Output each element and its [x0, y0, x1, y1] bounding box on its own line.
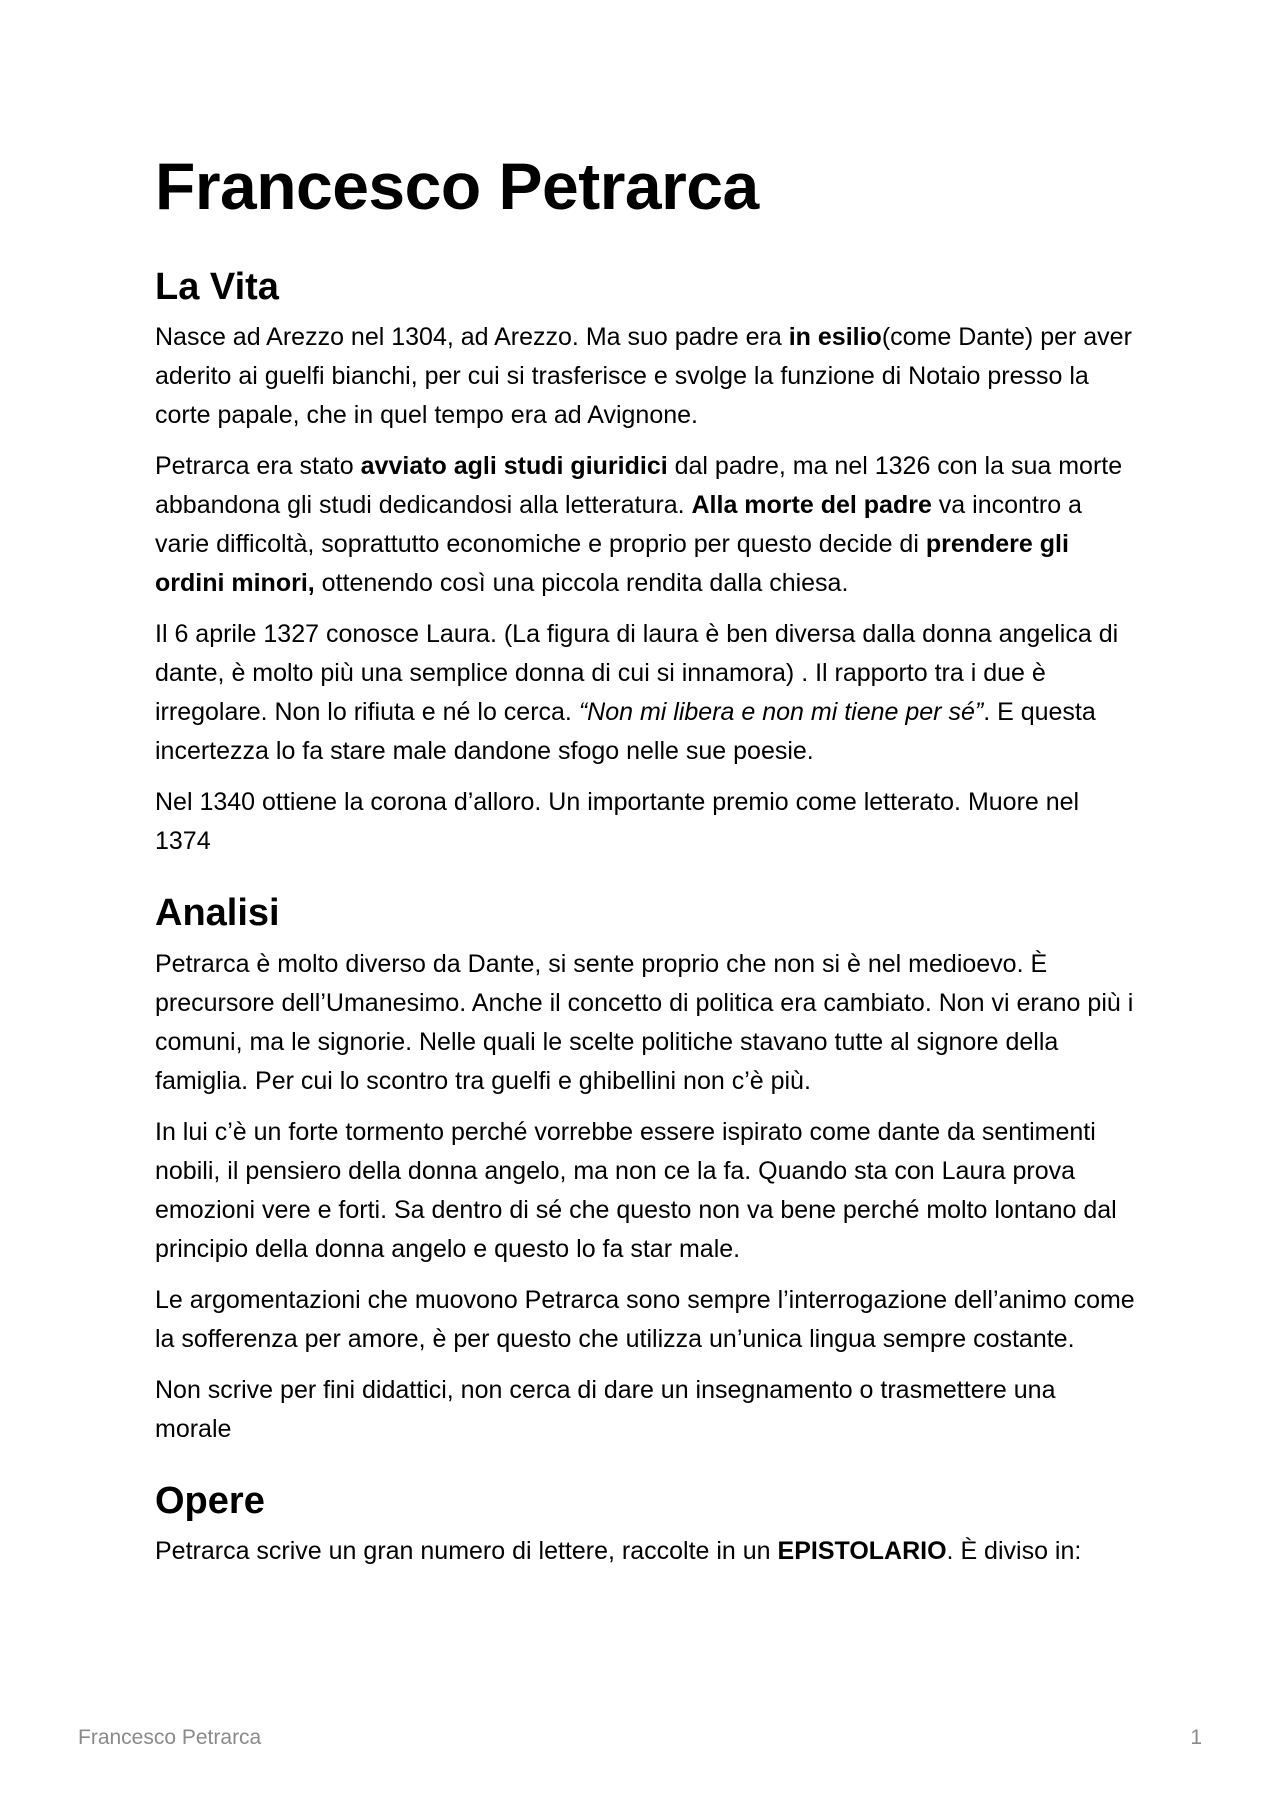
paragraph: Nel 1340 ottiene la corona d’alloro. Un importante premio come letterato. Muore nel 1374: [155, 788, 1080, 856]
document-page: [155, 150, 1135, 1571]
footer-title: Francesco Petrarca: [78, 1726, 262, 1749]
paragraph: Il 6 aprile 1327 conosce Laura. (La figura di laura è ben diversa dalla donna angelica di dante, è molto più una semplice donna di cui si innamora) . Il rapporto tra i due è irregolare. Non lo rifiuta e né lo cerca. “Non mi libera e non mi tiene per sé”. E questa incertezza lo fa stare male dandone sfogo nelle sue poesie.: [155, 620, 1119, 766]
paragraph: Le argomentazioni che muovono Petrarca sono sempre l’interrogazione dell’animo come la sofferenza per amore, è per questo che utilizza un’unica lingua sempre costante.: [155, 1285, 1135, 1353]
page-title: Francesco Petrarca: [155, 149, 759, 223]
section-heading-vita: La Vita: [155, 265, 279, 308]
paragraph: In lui c’è un forte tormento perché vorrebbe essere ispirato come dante da sentimenti nobili, il pensiero della donna angelo, ma non ce la fa. Quando sta con Laura prova emozioni vere e forti. Sa dentro di sé che questo non va bene perché molto lontano dal principio della donna angelo e questo lo fa star male.: [155, 1117, 1117, 1263]
section-heading-analisi: Analisi: [155, 892, 280, 935]
paragraph: Petrarca scrive un gran numero di lettere, raccolte in un EPISTOLARIO. È diviso in:: [155, 1537, 1082, 1566]
page-number: 1: [1190, 1726, 1202, 1749]
page-footer: [78, 1726, 1202, 1750]
paragraph: Non scrive per fini didattici, non cerca di dare un insegnamento o trasmettere una morale: [155, 1375, 1056, 1443]
paragraph: Petrarca è molto diverso da Dante, si sente proprio che non si è nel medioevo. È precursore dell’Umanesimo. Anche il concetto di politica era cambiato. Non vi erano più i comuni, ma le signorie. Nelle quali le scelte politiche stavano tutte al signore della famiglia. Per cui lo scontro tra guelfi e ghibellini non c’è più.: [155, 949, 1134, 1095]
section-heading-opere: Opere: [155, 1479, 265, 1522]
paragraph: Petrarca era stato avviato agli studi giuridici dal padre, ma nel 1326 con la sua morte abbandona gli studi dedicandosi alla letteratura. Alla morte del padre va incontro a varie difficoltà, soprattutto economiche e proprio per questo decide di prendere gli ordini minori, ottenendo così una piccola rendita dalla chiesa.: [155, 452, 1123, 598]
paragraph: Nasce ad Arezzo nel 1304, ad Arezzo. Ma suo padre era in esilio(come Dante) per aver aderito ai guelfi bianchi, per cui si trasferisce e svolge la funzione di Notaio presso la corte papale, che in quel tempo era ad Avignone.: [155, 323, 1132, 430]
